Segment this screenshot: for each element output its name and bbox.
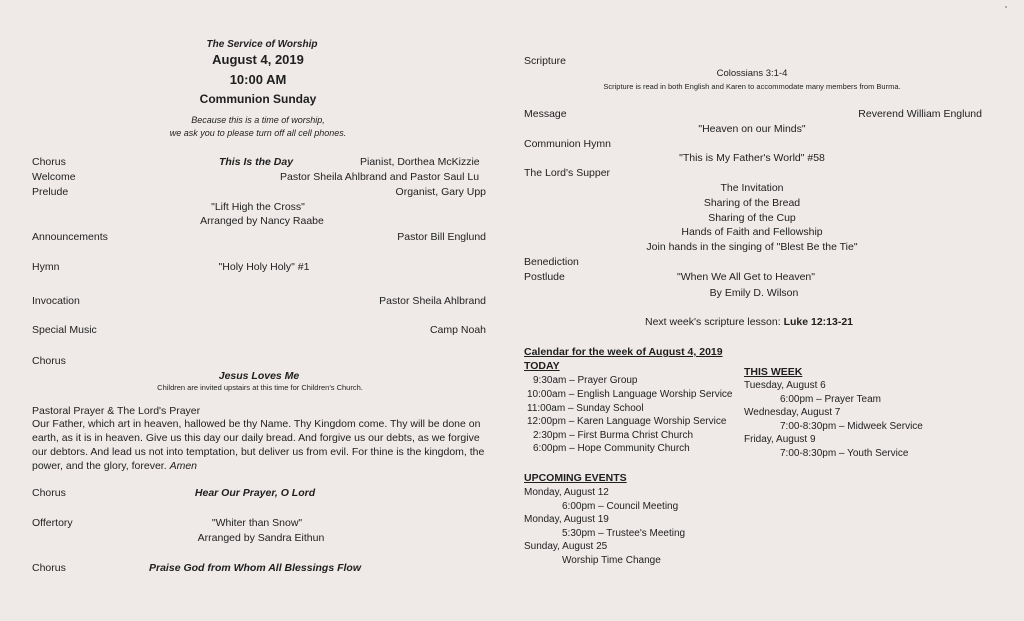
today-item: 12:00pm – Karen Language Worship Service bbox=[527, 416, 727, 427]
message-title: "Heaven on our Minds" bbox=[698, 123, 806, 135]
phone-note-line1: Because this is a time of worship, bbox=[191, 115, 325, 125]
this-week-day: Friday, August 9 bbox=[744, 434, 816, 445]
lords-supper-item: Hands of Faith and Fellowship bbox=[681, 226, 823, 238]
scripture-label: Scripture bbox=[524, 55, 567, 67]
hymn-title: "Holy Holy Holy" #1 bbox=[218, 261, 310, 273]
upcoming-day: Sunday, August 25 bbox=[524, 541, 608, 552]
service-time: 10:00 AM bbox=[229, 72, 287, 87]
upcoming-event: 6:00pm – Council Meeting bbox=[562, 501, 679, 512]
welcome-label: Welcome bbox=[32, 171, 76, 183]
invocation-label: Invocation bbox=[32, 295, 80, 307]
today-item: 6:00pm – Hope Community Church bbox=[533, 443, 690, 454]
communion-hymn-title: "This is My Father's World" #58 bbox=[679, 152, 825, 164]
service-date: August 4, 2019 bbox=[212, 52, 304, 67]
this-week-event: 7:00-8:30pm – Youth Service bbox=[780, 448, 909, 459]
offertory-label: Offertory bbox=[32, 517, 73, 529]
chorus3-title: Hear Our Prayer, O Lord bbox=[194, 487, 316, 499]
invocation-person: Pastor Sheila Ahlbrand bbox=[379, 295, 486, 307]
this-week-heading: THIS WEEK bbox=[744, 366, 803, 378]
benediction-label: Benediction bbox=[524, 256, 579, 268]
chorus1-label: Chorus bbox=[32, 156, 66, 168]
today-item: 2:30pm – First Burma Christ Church bbox=[533, 430, 694, 441]
upcoming-heading: UPCOMING EVENTS bbox=[524, 472, 627, 484]
upcoming-event: Worship Time Change bbox=[562, 555, 661, 566]
scripture-note: Scripture is read in both English and Karen to accommodate many members from Burma. bbox=[603, 82, 901, 91]
postlude-song: "When We All Get to Heaven" bbox=[677, 271, 815, 283]
lords-supper-label: The Lord's Supper bbox=[524, 167, 611, 179]
communion-hymn-label: Communion Hymn bbox=[524, 138, 611, 150]
lords-supper-item: The Invitation bbox=[720, 182, 784, 194]
announcements-person: Pastor Bill Englund bbox=[397, 231, 486, 243]
special-music-person: Camp Noah bbox=[429, 324, 486, 336]
special-music-label: Special Music bbox=[32, 324, 97, 336]
today-item: 10:00am – English Language Worship Service bbox=[527, 389, 733, 400]
prelude-song: "Lift High the Cross" bbox=[211, 201, 305, 213]
upcoming-event: 5:30pm – Trustee's Meeting bbox=[562, 528, 686, 539]
chorus1-title: This Is the Day bbox=[218, 156, 294, 168]
upcoming-day: Monday, August 19 bbox=[524, 514, 609, 525]
chorus4-label: Chorus bbox=[32, 562, 66, 574]
chorus2-title: Jesus Loves Me bbox=[218, 370, 300, 382]
service-occasion: Communion Sunday bbox=[199, 92, 317, 106]
calendar-heading: Calendar for the week of August 4, 2019 bbox=[524, 346, 723, 358]
this-week-event: 6:00pm – Prayer Team bbox=[780, 394, 881, 405]
offertory-song: "Whiter than Snow" bbox=[211, 517, 303, 529]
message-label: Message bbox=[524, 108, 567, 120]
prelude-label: Prelude bbox=[32, 186, 69, 198]
this-week-day: Tuesday, August 6 bbox=[744, 380, 826, 391]
today-heading: TODAY bbox=[524, 360, 560, 372]
chorus2-label: Chorus bbox=[32, 355, 66, 367]
message-person: Reverend William Englund bbox=[858, 108, 982, 120]
scan-speck bbox=[1005, 6, 1007, 8]
this-week-event: 7:00-8:30pm – Midweek Service bbox=[780, 421, 923, 432]
chorus3-label: Chorus bbox=[32, 487, 66, 499]
announcements-label: Announcements bbox=[32, 231, 108, 243]
this-week-day: Wednesday, August 7 bbox=[744, 407, 841, 418]
lords-supper-item: Sharing of the Cup bbox=[708, 212, 796, 224]
prayer-heading: Pastoral Prayer & The Lord's Prayer bbox=[32, 405, 201, 417]
upcoming-day: Monday, August 12 bbox=[524, 487, 609, 498]
childrens-church-note: Children are invited upstairs at this time for Children's Church. bbox=[157, 383, 363, 392]
chorus1-person: Pianist, Dorthea McKizzie bbox=[360, 156, 480, 168]
today-item: 11:00am – Sunday School bbox=[527, 403, 644, 414]
lords-supper-item: Sharing of the Bread bbox=[703, 197, 801, 209]
today-item: 9:30am – Prayer Group bbox=[533, 375, 638, 386]
lords-prayer-text: Our Father, which art in heaven, hallowed be thy Name. Thy Kingdom come. Thy will be done on earth, as it is in heaven. Give us this day our daily bread. And forgive us our debts, as we forgive our debtors. And lead us not into temptation, but deliver us from evil. For thine is the kingdom, the power, and the glory, forever. Amen bbox=[32, 418, 485, 472]
service-title: The Service of Worship bbox=[206, 39, 318, 50]
prelude-person: Organist, Gary Upp bbox=[395, 186, 486, 198]
offertory-arranger: Arranged by Sandra Eithun bbox=[197, 532, 325, 544]
lords-supper-item: Join hands in the singing of "Blest Be the Tie" bbox=[646, 241, 858, 253]
welcome-person: Pastor Sheila Ahlbrand and Pastor Saul Lu bbox=[280, 171, 480, 183]
postlude-label: Postlude bbox=[524, 271, 565, 283]
prelude-arranger: Arranged by Nancy Raabe bbox=[200, 215, 324, 227]
scripture-reference: Colossians 3:1-4 bbox=[716, 68, 788, 79]
next-week-ref: Luke 12:13-21 bbox=[783, 316, 854, 328]
hymn-label: Hymn bbox=[32, 261, 60, 273]
next-week-scripture: Next week's scripture lesson: Luke 12:13-21 bbox=[645, 316, 854, 328]
postlude-composer: By Emily D. Wilson bbox=[709, 287, 799, 299]
chorus4-title: Praise God from Whom All Blessings Flow bbox=[149, 562, 361, 574]
amen: Amen bbox=[169, 459, 197, 472]
phone-note-line2: we ask you to please turn off all cell phones. bbox=[169, 128, 347, 138]
